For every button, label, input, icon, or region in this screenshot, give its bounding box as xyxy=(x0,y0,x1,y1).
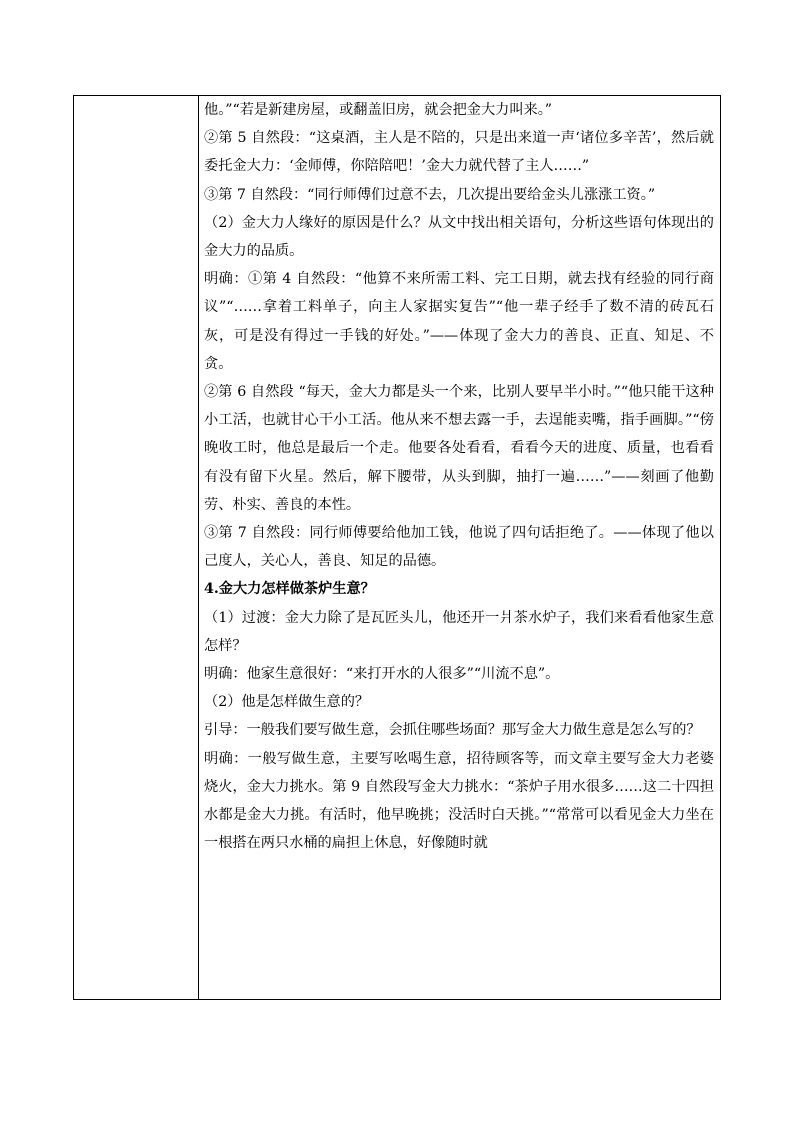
paragraph: ③第 7 自然段：同行师傅要给他加工钱，他说了四句话拒绝了。——体现了他以己度人，关心人，善良、知足的品德。 xyxy=(204,525,714,570)
paragraph: ②第 5 自然段：“这桌酒，主人是不陪的，只是出来道一声‘诸位多辛苦’，然后就委托金大力：‘金师傅，你陪陪吧！’金大力就代替了主人……” xyxy=(204,130,714,175)
paragraph: （2）金大力人缘好的原因是什么？从文中找出相关语句，分析这些语句体现出的金大力的品质。 xyxy=(204,214,714,260)
paragraph: 明确：一般写做生意，主要写吆喝生意，招待顾客等，而文章主要写金大力老婆烧火，金大力挑水。第 9 自然段写金大力挑水：“茶炉子用水很多……这二十四担水都是金大力挑。有活时，他早晚挑；没活时白天挑。”“常常可以看见金大力坐在一根搭在两只水桶的扁担上休息，好像随时就 xyxy=(204,750,714,852)
paragraph: 明确：①第 4 自然段：“他算不来所需工料、完工日期，就去找有经验的同行商议”“……拿着工料单子，向主人家据实复告”“他一辈子经手了数不清的砖瓦石灰，可是没有得过一手钱的好处。”——体现了金大力的善良、正直、知足、不贪。 xyxy=(204,271,714,372)
paragraph: 引导：一般我们要写做生意，会抓住哪些场面？那写金大力做生意是怎么写的？ xyxy=(204,722,701,739)
left-column-cell xyxy=(74,96,199,999)
paragraph: 明确：他家生意很好：“来打开水的人很多”“川流不息”。 xyxy=(204,666,560,683)
paragraph: （1）过渡：金大力除了是瓦匠头儿，他还开一爿茶水炉子，我们来看看他家生意怎样？ xyxy=(204,609,714,654)
right-column-cell xyxy=(199,96,720,999)
paragraph: ②第 6 自然段 “每天，金大力都是头一个来，比别人要早半小时。”“他只能干这种小工活，也就甘心干小工活。他从来不想去露一手，去逞能卖嘴，指手画脚。”“傍晚收工时，他总是最后一个走。他要各处看看，看看今天的进度、质量，也看看有没有留下火星。然后，解下腰带，从头到脚，抽打一遍……”——刻画了他勤劳、朴实、善良的本性。 xyxy=(204,384,714,513)
paragraph: ③第 7 自然段：“同行师傅们过意不去，几次提出要给金头儿涨涨工资。” xyxy=(204,186,656,203)
content-table xyxy=(73,95,721,1000)
section-heading: 4.金大力怎样做茶炉生意？ xyxy=(204,581,375,598)
paragraph: 他。”“若是新建房屋，或翻盖旧房，就会把金大力叫来。” xyxy=(204,102,553,118)
paragraph: （2）他是怎样做生意的？ xyxy=(204,694,370,711)
